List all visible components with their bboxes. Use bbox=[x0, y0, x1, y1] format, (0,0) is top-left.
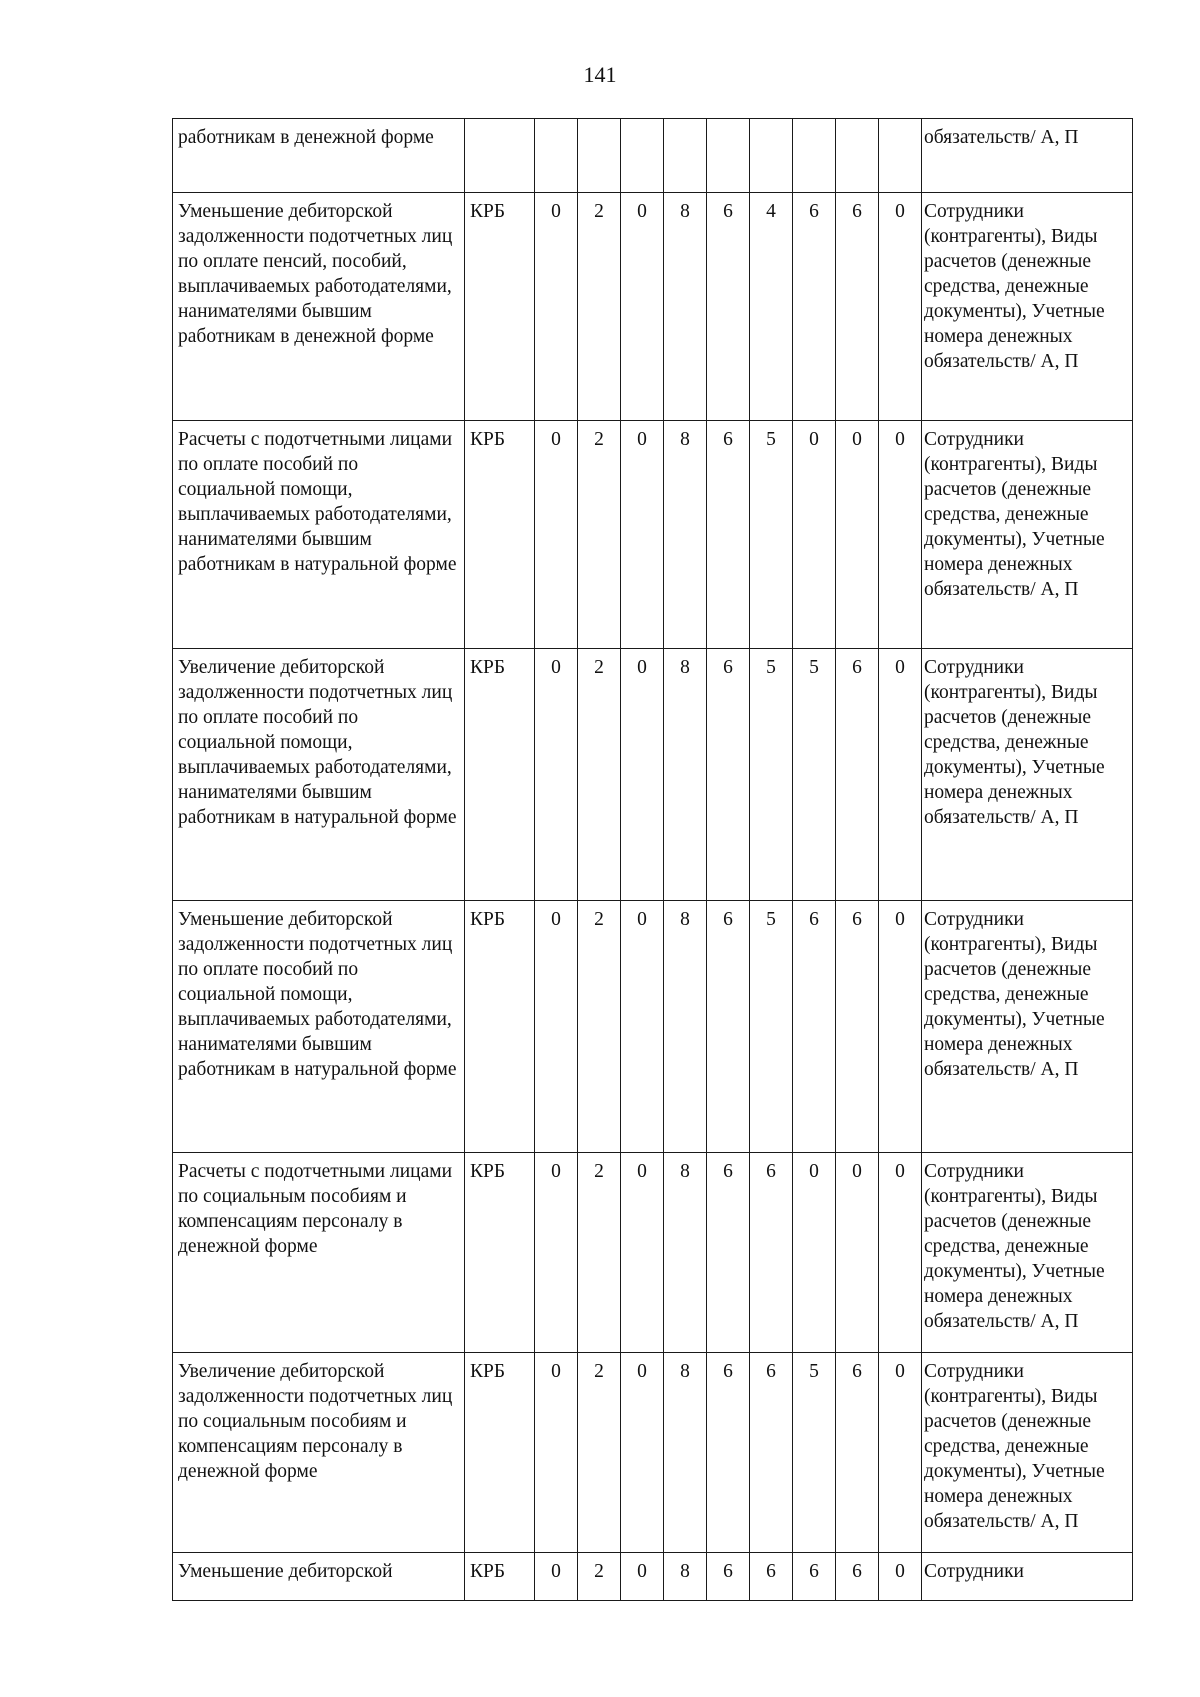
code-digit-cell: 0 bbox=[535, 193, 578, 421]
code-digit-cell: 8 bbox=[664, 649, 707, 901]
account-type-cell: КРБ bbox=[465, 1553, 535, 1601]
code-digit-cell: 6 bbox=[793, 901, 836, 1153]
code-digit-cell: 0 bbox=[621, 193, 664, 421]
account-type-cell: КРБ bbox=[465, 421, 535, 649]
code-digit-cell: 2 bbox=[578, 1553, 621, 1601]
code-digit-cell: 0 bbox=[621, 1153, 664, 1353]
account-name-cell: Расчеты с подотчетными лицами по оплате пособий по социальной помощи, выплачиваемых работодателями, нанимателями бывшим работникам в натуральной форме bbox=[173, 421, 465, 649]
code-digit-cell: 8 bbox=[664, 901, 707, 1153]
analytics-cell: Сотрудники bbox=[922, 1553, 1133, 1601]
code-digit-cell: 6 bbox=[750, 1153, 793, 1353]
code-digit-cell: 6 bbox=[836, 901, 879, 1153]
table-row bbox=[173, 1153, 1133, 1353]
code-digit-cell: 0 bbox=[535, 901, 578, 1153]
code-digit-cell: 2 bbox=[578, 421, 621, 649]
code-digit-cell: 5 bbox=[793, 649, 836, 901]
account-type-cell: КРБ bbox=[465, 193, 535, 421]
analytics-cell: Сотрудники (контрагенты), Виды расчетов (денежные средства, денежные документы), Учетные номера денежных обязательств/ А, П bbox=[922, 1153, 1133, 1353]
code-digit-cell: 0 bbox=[621, 901, 664, 1153]
code-digit-cell: 0 bbox=[879, 1553, 922, 1601]
code-digit-cell: 6 bbox=[707, 1353, 750, 1553]
code-digit-cell: 8 bbox=[664, 193, 707, 421]
code-digit-cell: 6 bbox=[707, 421, 750, 649]
code-digit-cell: 6 bbox=[707, 649, 750, 901]
code-digit-cell: 6 bbox=[707, 193, 750, 421]
code-digit-cell: 0 bbox=[535, 421, 578, 649]
code-digit-cell: 6 bbox=[750, 1353, 793, 1553]
account-name-cell: Увеличение дебиторской задолженности подотчетных лиц по социальным пособиям и компенсациям персоналу в денежной форме bbox=[173, 1353, 465, 1553]
code-digit-cell: 0 bbox=[836, 421, 879, 649]
table-row bbox=[173, 119, 1133, 193]
code-digit-cell: 8 bbox=[664, 1553, 707, 1601]
account-type-cell: КРБ bbox=[465, 1153, 535, 1353]
code-digit-cell: 6 bbox=[707, 1153, 750, 1353]
code-digit-cell: 2 bbox=[578, 1153, 621, 1353]
code-digit-cell bbox=[750, 119, 793, 193]
code-digit-cell bbox=[836, 119, 879, 193]
code-digit-cell: 0 bbox=[621, 421, 664, 649]
code-digit-cell bbox=[879, 119, 922, 193]
code-digit-cell: 5 bbox=[750, 649, 793, 901]
code-digit-cell: 5 bbox=[750, 901, 793, 1153]
code-digit-cell: 0 bbox=[879, 1353, 922, 1553]
code-digit-cell: 0 bbox=[535, 1553, 578, 1601]
account-type-cell bbox=[465, 119, 535, 193]
code-digit-cell bbox=[621, 119, 664, 193]
code-digit-cell: 5 bbox=[750, 421, 793, 649]
table-row bbox=[173, 901, 1133, 1153]
code-digit-cell: 6 bbox=[707, 901, 750, 1153]
account-type-cell: КРБ bbox=[465, 1353, 535, 1553]
code-digit-cell: 0 bbox=[879, 1153, 922, 1353]
code-digit-cell: 0 bbox=[793, 1153, 836, 1353]
code-digit-cell: 6 bbox=[836, 1353, 879, 1553]
code-digit-cell bbox=[578, 119, 621, 193]
code-digit-cell: 0 bbox=[535, 1353, 578, 1553]
code-digit-cell: 0 bbox=[535, 1153, 578, 1353]
code-digit-cell: 8 bbox=[664, 421, 707, 649]
code-digit-cell bbox=[707, 119, 750, 193]
analytics-cell: Сотрудники (контрагенты), Виды расчетов (денежные средства, денежные документы), Учетные номера денежных обязательств/ А, П bbox=[922, 649, 1133, 901]
analytics-cell: Сотрудники (контрагенты), Виды расчетов (денежные средства, денежные документы), Учетные номера денежных обязательств/ А, П bbox=[922, 193, 1133, 421]
code-digit-cell: 2 bbox=[578, 193, 621, 421]
table-row bbox=[173, 421, 1133, 649]
table-row bbox=[173, 1353, 1133, 1553]
code-digit-cell: 4 bbox=[750, 193, 793, 421]
code-digit-cell: 0 bbox=[879, 649, 922, 901]
code-digit-cell: 2 bbox=[578, 649, 621, 901]
code-digit-cell: 0 bbox=[836, 1153, 879, 1353]
code-digit-cell: 6 bbox=[836, 1553, 879, 1601]
code-digit-cell bbox=[793, 119, 836, 193]
code-digit-cell: 0 bbox=[621, 649, 664, 901]
code-digit-cell: 0 bbox=[535, 649, 578, 901]
code-digit-cell: 0 bbox=[621, 1353, 664, 1553]
analytics-cell: Сотрудники (контрагенты), Виды расчетов (денежные средства, денежные документы), Учетные номера денежных обязательств/ А, П bbox=[922, 1353, 1133, 1553]
code-digit-cell: 2 bbox=[578, 901, 621, 1153]
code-digit-cell: 6 bbox=[836, 649, 879, 901]
code-digit-cell: 0 bbox=[879, 421, 922, 649]
table-row bbox=[173, 1553, 1133, 1601]
account-name-cell: Расчеты с подотчетными лицами по социальным пособиям и компенсациям персоналу в денежной форме bbox=[173, 1153, 465, 1353]
code-digit-cell: 6 bbox=[793, 1553, 836, 1601]
code-digit-cell: 2 bbox=[578, 1353, 621, 1553]
account-type-cell: КРБ bbox=[465, 649, 535, 901]
account-name-cell: Уменьшение дебиторской bbox=[173, 1553, 465, 1601]
code-digit-cell: 6 bbox=[707, 1553, 750, 1601]
code-digit-cell: 0 bbox=[793, 421, 836, 649]
code-digit-cell: 6 bbox=[793, 193, 836, 421]
code-digit-cell: 0 bbox=[879, 193, 922, 421]
code-digit-cell: 0 bbox=[879, 901, 922, 1153]
table-row bbox=[173, 193, 1133, 421]
code-digit-cell: 5 bbox=[793, 1353, 836, 1553]
table-row bbox=[173, 649, 1133, 901]
code-digit-cell bbox=[664, 119, 707, 193]
analytics-cell: Сотрудники (контрагенты), Виды расчетов (денежные средства, денежные документы), Учетные номера денежных обязательств/ А, П bbox=[922, 901, 1133, 1153]
code-digit-cell bbox=[535, 119, 578, 193]
account-name-cell: Уменьшение дебиторской задолженности подотчетных лиц по оплате пенсий, пособий, выплачиваемых работодателями, нанимателями бывшим работникам в денежной форме bbox=[173, 193, 465, 421]
accounts-table bbox=[172, 118, 1133, 1601]
code-digit-cell: 6 bbox=[750, 1553, 793, 1601]
analytics-cell: Сотрудники (контрагенты), Виды расчетов (денежные средства, денежные документы), Учетные номера денежных обязательств/ А, П bbox=[922, 421, 1133, 649]
account-name-cell: работникам в денежной форме bbox=[173, 119, 465, 193]
account-type-cell: КРБ bbox=[465, 901, 535, 1153]
account-name-cell: Увеличение дебиторской задолженности подотчетных лиц по оплате пособий по социальной помощи, выплачиваемых работодателями, нанимателями бывшим работникам в натуральной форме bbox=[173, 649, 465, 901]
page-number: 141 bbox=[583, 62, 617, 87]
account-name-cell: Уменьшение дебиторской задолженности подотчетных лиц по оплате пособий по социальной помощи, выплачиваемых работодателями, нанимателями бывшим работникам в натуральной форме bbox=[173, 901, 465, 1153]
table-body bbox=[173, 119, 1133, 1601]
code-digit-cell: 8 bbox=[664, 1153, 707, 1353]
code-digit-cell: 8 bbox=[664, 1353, 707, 1553]
analytics-cell: обязательств/ А, П bbox=[922, 119, 1133, 193]
code-digit-cell: 6 bbox=[836, 193, 879, 421]
code-digit-cell: 0 bbox=[621, 1553, 664, 1601]
